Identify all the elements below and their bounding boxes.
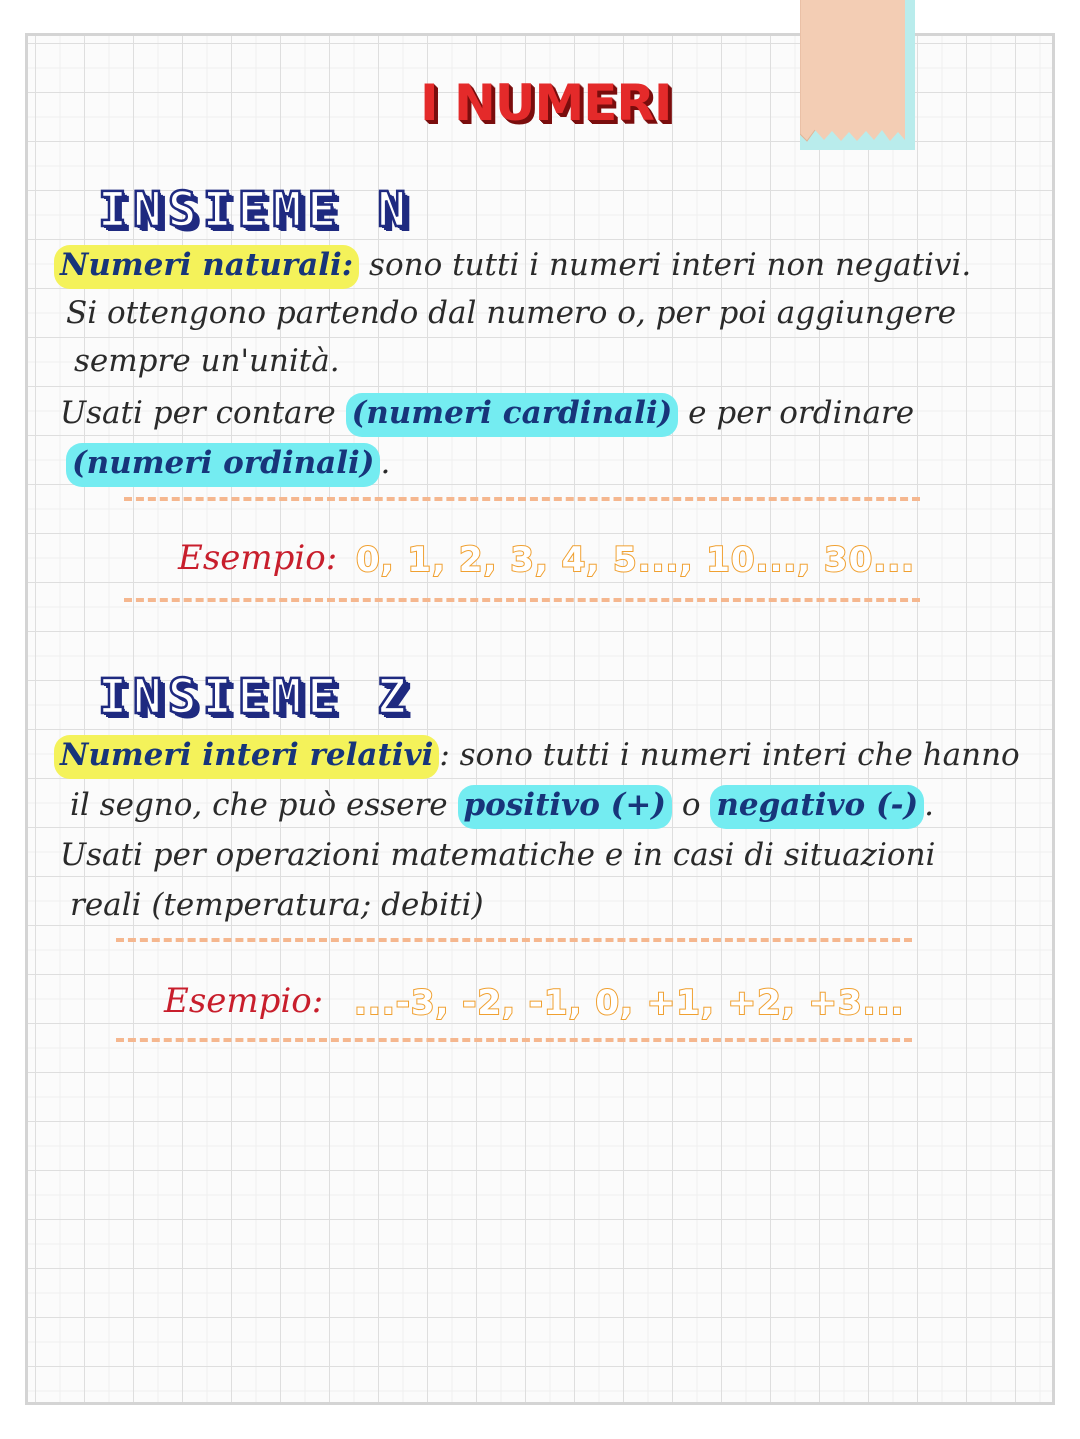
usage-line-n xyxy=(60,395,915,431)
example-values-n: 0, 1, 2, 3, 4, 5..., 10..., 30... xyxy=(356,540,916,580)
page-title: I NUMERI xyxy=(420,74,672,132)
sign-text: il segno, che può essere xyxy=(70,787,458,823)
usage-text: . xyxy=(380,445,391,481)
definition-line-relativi xyxy=(60,737,1020,773)
usage-text: Usati per contare xyxy=(60,395,346,431)
definition-text: : sono tutti i numeri interi che hanno xyxy=(439,737,1020,773)
example-label-z: Esempio: xyxy=(164,981,324,1021)
sign-text: o xyxy=(671,787,711,823)
sign-text: . xyxy=(924,787,935,823)
body-line: Si ottengono partendo dal numero o, per poi aggiungere xyxy=(66,295,957,331)
body-line: sempre un'unità. xyxy=(74,343,340,379)
dashed-divider xyxy=(124,497,920,501)
heading-insieme-n: INSIEME N xyxy=(98,182,413,238)
term-negativo: negativo (-) xyxy=(710,785,924,829)
sign-line xyxy=(70,787,935,823)
washi-tape-decoration xyxy=(800,0,915,150)
term-numeri-ordinali: (numeri ordinali) xyxy=(66,443,380,487)
term-positivo: positivo (+) xyxy=(458,785,672,829)
dashed-divider xyxy=(116,1038,912,1042)
term-numeri-interi-relativi: Numeri interi relativi xyxy=(54,735,439,779)
dashed-divider xyxy=(124,598,920,602)
term-numeri-naturali: Numeri naturali: xyxy=(54,245,359,289)
example-label-n: Esempio: xyxy=(178,538,338,578)
body-line: Usati per operazioni matematiche e in casi di situazioni xyxy=(60,837,936,873)
usage-line-n-2 xyxy=(66,445,391,481)
definition-line-naturali xyxy=(60,247,972,283)
dashed-divider xyxy=(116,938,912,942)
example-values-z: ...-3, -2, -1, 0, +1, +2, +3... xyxy=(354,983,905,1023)
usage-text: e per ordinare xyxy=(678,395,915,431)
definition-text: sono tutti i numeri interi non negativi. xyxy=(359,247,972,283)
heading-insieme-z: INSIEME Z xyxy=(98,669,413,725)
term-numeri-cardinali: (numeri cardinali) xyxy=(346,393,679,437)
body-line: reali (temperatura; debiti) xyxy=(70,887,484,923)
